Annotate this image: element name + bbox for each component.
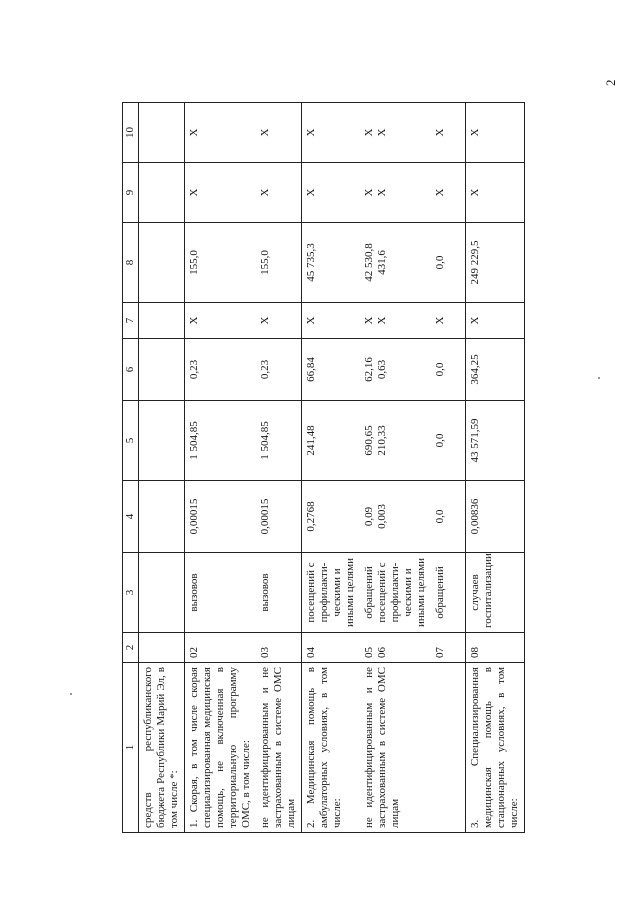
row-label: средств республиканского бюджета Республики Марий Эл, в том числе *: (139, 663, 185, 833)
cell-c9: X (185, 163, 257, 223)
cell-c8: 155,0 (185, 223, 257, 303)
cell-c6: 0,23 (256, 339, 302, 401)
col-header: 9 (123, 163, 139, 223)
cell-c10: X X (360, 103, 431, 163)
cell-c5: 1 504,85 (185, 401, 257, 481)
cell-c8: 0,0 (431, 223, 466, 303)
row-unit: посещений с профилакти-ческими и иными целями (302, 553, 361, 633)
cell-c5: 690,65 210,33 (360, 401, 431, 481)
table-row (360, 103, 431, 833)
row-label (431, 663, 466, 833)
cell-c9: X (466, 163, 525, 223)
cell-c6: 62,16 0,63 (360, 339, 431, 401)
cell-c4 (139, 481, 185, 553)
cell-c8 (139, 223, 185, 303)
row-unit: случаев госпитализации (466, 553, 525, 633)
cell-c10: X (185, 103, 257, 163)
cell-c7: X (256, 303, 302, 339)
rotated-table-container (122, 103, 578, 833)
cell-c7 (139, 303, 185, 339)
table-row (139, 103, 185, 833)
cell-c10: X (256, 103, 302, 163)
cell-c10 (139, 103, 185, 163)
row-unit (139, 553, 185, 633)
cell-c4: 0,00836 (466, 481, 525, 553)
cell-c4: 0,00015 (256, 481, 302, 553)
cell-c4: 0,2768 (302, 481, 361, 553)
cell-c6: 0,0 (431, 339, 466, 401)
row-code: 08 (466, 633, 525, 663)
row-code: 04 (302, 633, 361, 663)
row-label: не идентифицированным и не застрахованным в системе ОМС лицам (360, 663, 431, 833)
col-header: 8 (123, 223, 139, 303)
cell-c7: X (431, 303, 466, 339)
table-row (431, 103, 466, 833)
row-label: 3. Специализированная медицинская помощь в стационарных условиях, в том числе: (466, 663, 525, 833)
cell-c6: 0,23 (185, 339, 257, 401)
col-header: 7 (123, 303, 139, 339)
row-code (139, 633, 185, 663)
row-unit: обращений посещений с профилакти-ческими и иными целями (360, 553, 431, 633)
table-row (185, 103, 257, 833)
cell-c4: 0,00015 (185, 481, 257, 553)
row-unit: обращений (431, 553, 466, 633)
row-code: 05 06 (360, 633, 431, 663)
cell-c8: 249 229,5 (466, 223, 525, 303)
table-row (256, 103, 302, 833)
col-header: 4 (123, 481, 139, 553)
row-unit: вызовов (185, 553, 257, 633)
cell-c8: 42 530,8 431,6 (360, 223, 431, 303)
cell-c7: X X (360, 303, 431, 339)
row-label: 2. Медицинская помощь в амбулаторных условиях, в том числе: (302, 663, 361, 833)
cell-c9: X X (360, 163, 431, 223)
cell-c4: 0,0 (431, 481, 466, 553)
cell-c9: X (302, 163, 361, 223)
cell-c6: 364,25 (466, 339, 525, 401)
row-code: 03 (256, 633, 302, 663)
scan-speck (598, 377, 600, 379)
col-header: 1 (123, 663, 139, 833)
cell-c10: X (302, 103, 361, 163)
cell-c6 (139, 339, 185, 401)
cell-c8: 155,0 (256, 223, 302, 303)
col-header: 5 (123, 401, 139, 481)
scan-speck (70, 693, 72, 695)
row-code: 07 (431, 633, 466, 663)
col-header: 10 (123, 103, 139, 163)
cell-c9: X (256, 163, 302, 223)
cell-c5: 43 571,59 (466, 401, 525, 481)
cell-c8: 45 735,3 (302, 223, 361, 303)
cell-c5 (139, 401, 185, 481)
table-row (466, 103, 525, 833)
budget-table (122, 102, 525, 833)
col-header: 2 (123, 633, 139, 663)
cell-c7: X (466, 303, 525, 339)
table-row (302, 103, 361, 833)
cell-c7: X (185, 303, 257, 339)
cell-c9: X (431, 163, 466, 223)
col-header: 3 (123, 553, 139, 633)
cell-c9 (139, 163, 185, 223)
cell-c5: 1 504,85 (256, 401, 302, 481)
row-unit: вызовов (256, 553, 302, 633)
cell-c5: 241,48 (302, 401, 361, 481)
cell-c6: 66,84 (302, 339, 361, 401)
cell-c4: 0,09 0,003 (360, 481, 431, 553)
cell-c10: X (466, 103, 525, 163)
row-label: 1. Скорая, в том числе скорая специализированная медицинская помощь, не включенная в территориальную программу ОМС, в том числе: (185, 663, 257, 833)
column-number-row (123, 103, 139, 833)
page-number: 2 (603, 79, 618, 86)
row-code: 02 (185, 633, 257, 663)
col-header: 6 (123, 339, 139, 401)
cell-c5: 0,0 (431, 401, 466, 481)
cell-c10: X (431, 103, 466, 163)
row-label: не идентифицированным и не застрахованным в системе ОМС лицам (256, 663, 302, 833)
cell-c7: X (302, 303, 361, 339)
